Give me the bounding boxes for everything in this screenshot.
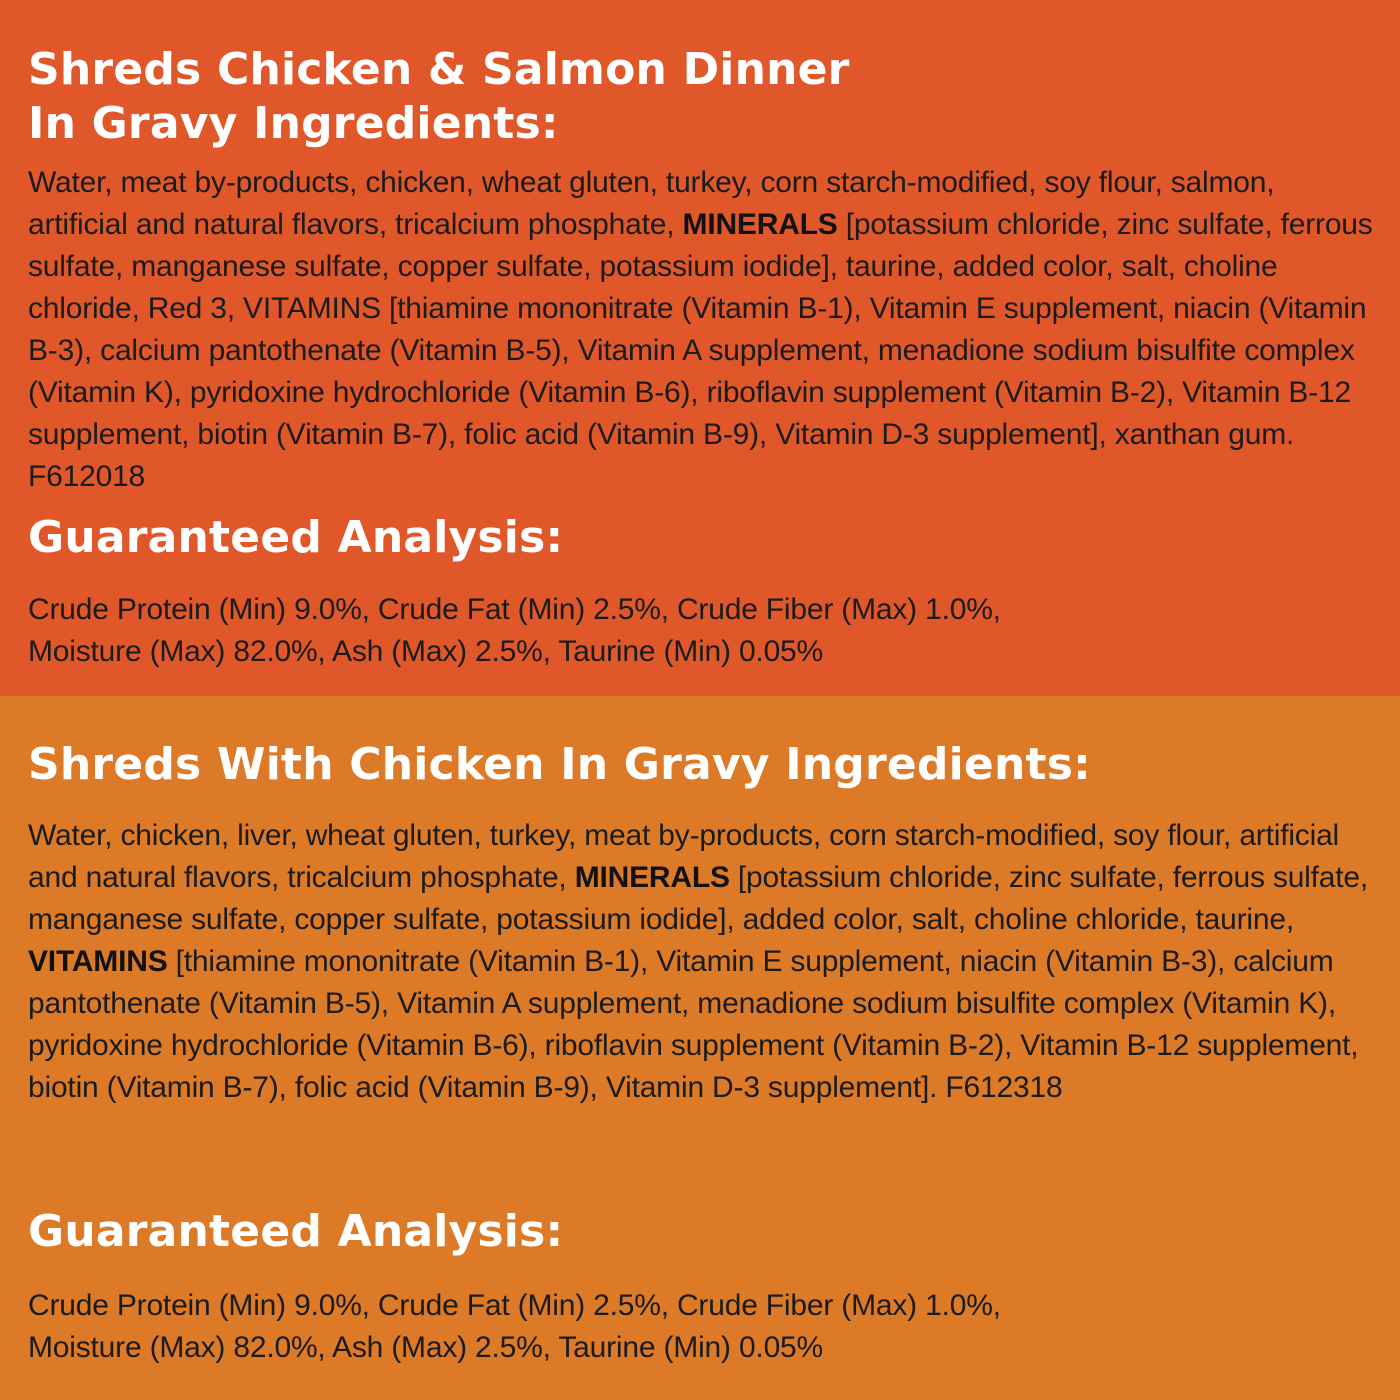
ingredients-text-part3: [thiamine mononitrate (Vitamin B-1), Vitamin E supplement, niacin (Vitamin B-3), calcium pantothenate (Vitamin B-5), Vitamin A supplement, menadione sodium bisulfite complex (Vitamin K), pyridoxine hydrochloride (Vitamin B-6), riboflavin supplement (Vitamin B-2), Vitamin B-12 supplement, biotin (Vitamin B-7), folic acid (Vitamin B-9), Vitamin D-3 supplement]. F612318 (28, 945, 1359, 1104)
chicken-salmon-title (28, 43, 850, 151)
chicken-salmon-analysis (28, 589, 1373, 673)
chicken-panel (0, 696, 1400, 1400)
analysis-line-1: Crude Protein (Min) 9.0%, Crude Fat (Min) 2.5%, Crude Fiber (Max) 1.0%, (28, 1289, 1001, 1322)
chicken-analysis (28, 1285, 1373, 1369)
ingredients-text-part2: [potassium chloride, zinc sulfate, ferrous sulfate, manganese sulfate, copper sulfate, potassium iodide], taurine, added color, salt, choline chloride, Red 3, VITAMINS [thiamine mononitrate (Vitamin B-1), Vitamin E supplement, niacin (Vitamin B-3), calcium pantothenate (Vitamin B-5), Vitamin A supplement, menadione sodium bisulfite complex (Vitamin K), pyridoxine hydrochloride (Vitamin B-6), riboflavin supplement (Vitamin B-2), Vitamin B-12 supplement, biotin (Vitamin B-7), folic acid (Vitamin B-9), Vitamin D-3 supplement], xanthan gum. F612018 (28, 208, 1373, 493)
analysis-line-2: Moisture (Max) 82.0%, Ash (Max) 2.5%, Taurine (Min) 0.05% (28, 1331, 824, 1364)
analysis-line-2: Moisture (Max) 82.0%, Ash (Max) 2.5%, Taurine (Min) 0.05% (28, 635, 824, 668)
chicken-ingredients (28, 815, 1373, 1109)
minerals-label: MINERALS (574, 861, 730, 894)
chicken-salmon-title-line2: In Gravy Ingredients: (28, 98, 559, 149)
chicken-salmon-title-line1: Shreds Chicken & Salmon Dinner (28, 44, 850, 95)
ingredients-text-part2: [potassium chloride, zinc sulfate, ferrous sulfate, manganese sulfate, copper sulfate, potassium iodide], added color, salt, choline chloride, taurine, (28, 861, 1369, 936)
chicken-salmon-panel (0, 0, 1400, 696)
ingredients-text-part1: Water, meat by-products, chicken, wheat gluten, turkey, corn starch-modified, soy flour, salmon, artificial and natural flavors, tricalcium phosphate, (28, 166, 1275, 241)
minerals-label: MINERALS (682, 208, 838, 241)
chicken-salmon-analysis-title: Guaranteed Analysis: (28, 512, 564, 563)
ingredients-text-part1: Water, chicken, liver, wheat gluten, turkey, meat by-products, corn starch-modified, soy flour, artificial and natural flavors, tricalcium phosphate, (28, 819, 1340, 894)
chicken-salmon-ingredients (28, 162, 1373, 498)
chicken-title: Shreds With Chicken In Gravy Ingredients: (28, 739, 1091, 790)
chicken-analysis-title: Guaranteed Analysis: (28, 1206, 564, 1257)
analysis-line-1: Crude Protein (Min) 9.0%, Crude Fat (Min) 2.5%, Crude Fiber (Max) 1.0%, (28, 593, 1001, 626)
vitamins-label: VITAMINS (28, 945, 168, 978)
